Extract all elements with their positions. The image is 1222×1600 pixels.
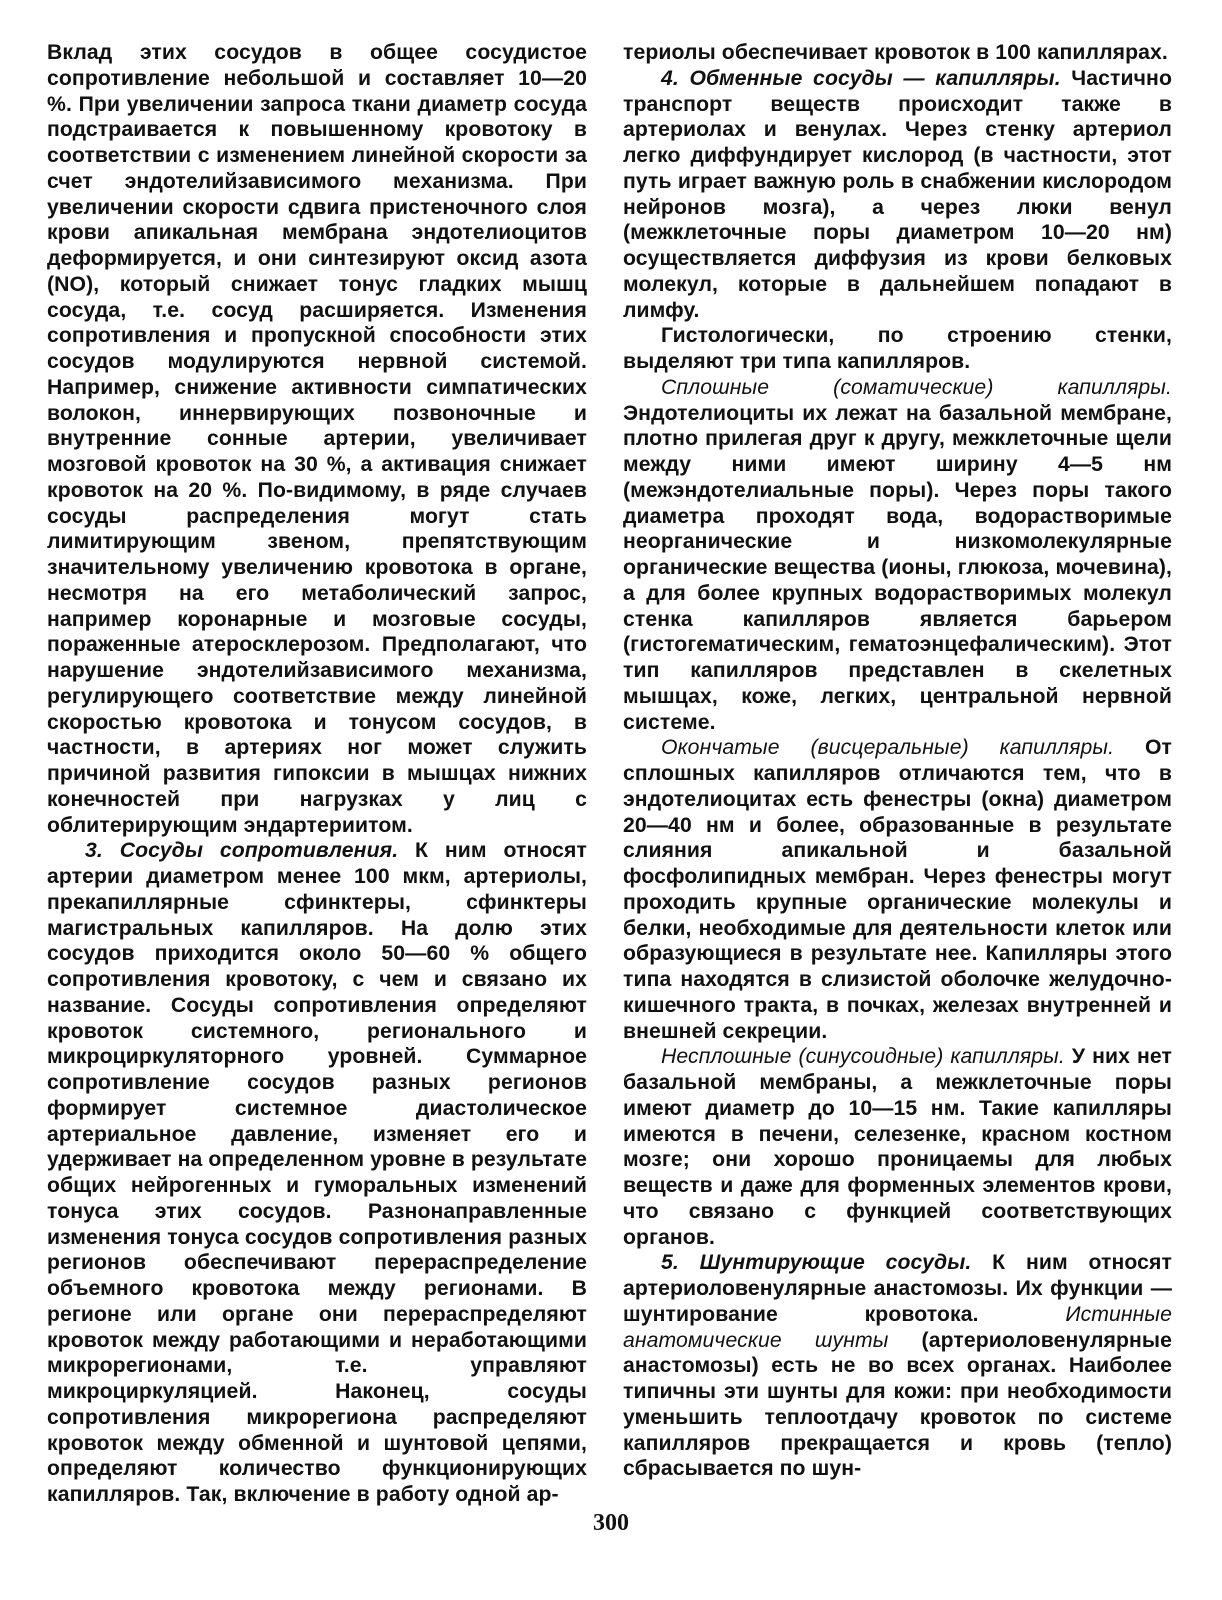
paragraph-text: К ним относят артериоловенулярные анастомозы. Их функции — шунтирование кровотока. [623, 1251, 1172, 1326]
paragraph-text: От сплошных капилляров отличаются тем, что в эндотелиоцитах есть фенестры (окна) диаметром 20—40 нм и более, образованные в результате слияния апикальной и базальной фосфолипидных мембран. Через фенестры могут проходить крупные органические молекулы и белки, необходимые для деятельности клеток или образующиеся в результате нее. Капилляры этого типа находятся в слизистой оболочке желудочно-кишечного тракта, в почках, железах внутренней и внешней секреции. [623, 736, 1173, 1043]
term-anatomical-shunts: Истинные анатомические шунты [623, 1302, 1172, 1352]
paragraph-continuation [623, 40, 1172, 66]
paragraph-text: Гистологически, по строению стенки, выделяют три типа капилляров. [623, 324, 1172, 373]
section-heading-shunt-vessels: 5. Шунтирующие сосуды. [661, 1251, 972, 1275]
paragraph-text: Эндотелиоциты их лежат на базальной мембране, плотно прилегая друг к другу, межклеточные щели между ними имеют ширину 4—5 нм (межэндотелиальные поры). Через поры такого диаметра проходят вода, водорастворимые неорганические и низкомолекулярные органические вещества (ионы, глюкоза, мочевина), а для более крупных водорастворимых молекул стенка капилляров является барьером (гистогематическим, гематоэнцефалическим). Этот тип капилляров представлен в скелетных мышцах, коже, легких, центральной нервной системе. [623, 401, 1172, 734]
paragraph-text: Вклад этих сосудов в общее сосудистое сопротивление небольшой и составляет 10—20 %. При увеличении запроса ткани диаметр сосуда подстраивается к повышенному кровотоку в соответствии с изменением линейной скорости за счет эндотелийзависимого механизма. При увеличении скорости сдвига пристеночного слоя крови апикальная мембрана эндотелиоцитов деформируется, и они синтезируют оксид азота (NO), который снижает тонус гладких мышц сосуда, т.е. сосуд расширяется. Изменения сопротивления и пропускной способности этих сосудов модулируются нервной системой. Например, снижение активности симпатических волокон, иннервирующих позвоночные и внутренние сонные артерии, увеличивает мозговой кровоток на 30 %, а активация снижает кровоток на 20 %. По-видимому, в ряде случаев сосуды распределения могут стать лимитирующим звеном, препятствующим значительному увеличению кровотока в органе, несмотря на его метаболический запрос, например коронарные и мозговые сосуды, пораженные атеросклерозом. Предполагают, что нарушение эндотелийзависимого механизма, регулирующего соответствие между линейной скоростью кровотока и тонусом сосудов, в частности, в артериях ног может служить причиной развития гипоксии в мышцах нижних конечностей при нагрузках у лиц с облитерирующим эндартериитом. [47, 41, 587, 837]
left-column [47, 40, 587, 1508]
paragraph-text: (артериоловенулярные анастомозы) есть не во всех органах. Наиболее типичны эти шунты для кожи: при необходимости уменьшить теплоотдачу кровоток по системе капилляров прекращается и кровь (тепло) сбрасывается по шун- [623, 1328, 1172, 1481]
page-number: 300 [593, 1510, 629, 1536]
paragraph-capillary-types [623, 323, 1172, 375]
section-heading-exchange-vessels: 4. Обменные сосуды — капилляры. [661, 66, 1061, 90]
paragraph-continuous-capillaries [623, 375, 1172, 736]
paragraph-shunt-vessels [623, 1250, 1172, 1482]
term-continuous-capillaries: Сплошные (соматические) капилляры. [661, 375, 1172, 399]
paragraph-text: У них нет базальной мембраны, а межклеточные поры имеют диаметр до 10—15 нм. Такие капилляры имеются в печени, селезенке, красном костном мозге; они хорошо проницаемы для любых веществ и даже для форменных элементов крови, что связано с функцией соответствующих органов. [623, 1045, 1173, 1249]
paragraph-text: К ним относят артерии диаметром менее 100 мкм, артериолы, прекапиллярные сфинктеры, сфинктеры магистральных капилляров. На долю этих сосудов приходится около 50—60 % общего сопротивления кровотоку, с чем и связано их название. Сосуды сопротивления определяют кровоток системного, регионального и микроциркуляторного уровней. Суммарное сопротивление сосудов разных регионов формирует системное диастолическое артериальное давление, изменяет его и удерживает на определенном уровне в результате общих нейрогенных и гуморальных изменений тонуса этих сосудов. Разнонаправленные изменения тонуса сосудов сопротивления разных регионов обеспечивают перераспределение объемного кровотока между регионами. В регионе или органе они перераспределяют кровоток между работающими и неработающими микрорегионами, т.е. управляют микроциркуляцией. Наконец, сосуды сопротивления микрорегиона распределяют кровоток между обменной и шунтовой цепями, определяют количество функционирующих капилляров. Так, включение в работу одной ар- [47, 839, 588, 1506]
paragraph-resistance-vessels [47, 838, 587, 1508]
paragraph-text: Частично транспорт веществ происходит также в артериолах и венулах. Через стенку артериол легко диффундирует кислород (в частности, этот путь играет важную роль в снабжении кислородом нейронов мозга), а через люки венул (межклеточные поры диаметром 10—20 нм) осуществляется диффузия из крови белковых молекул, которые в дальнейшем попадают в лимфу. [623, 66, 1172, 322]
paragraph-distribution-vessels [47, 40, 587, 838]
paragraph-sinusoidal-capillaries [623, 1044, 1172, 1250]
paragraph-fenestrated-capillaries [623, 735, 1172, 1044]
paragraph-text: териолы обеспечивает кровоток в 100 капиллярах. [623, 41, 1168, 64]
section-heading-resistance-vessels: 3. Сосуды сопротивления. [85, 839, 399, 863]
term-sinusoidal-capillaries: Несплошные (синусоидные) капилляры. [661, 1045, 1065, 1069]
paragraph-exchange-vessels [623, 66, 1172, 324]
right-column [623, 40, 1172, 1482]
term-fenestrated-capillaries: Окончатые (висцеральные) капилляры. [661, 736, 1115, 760]
